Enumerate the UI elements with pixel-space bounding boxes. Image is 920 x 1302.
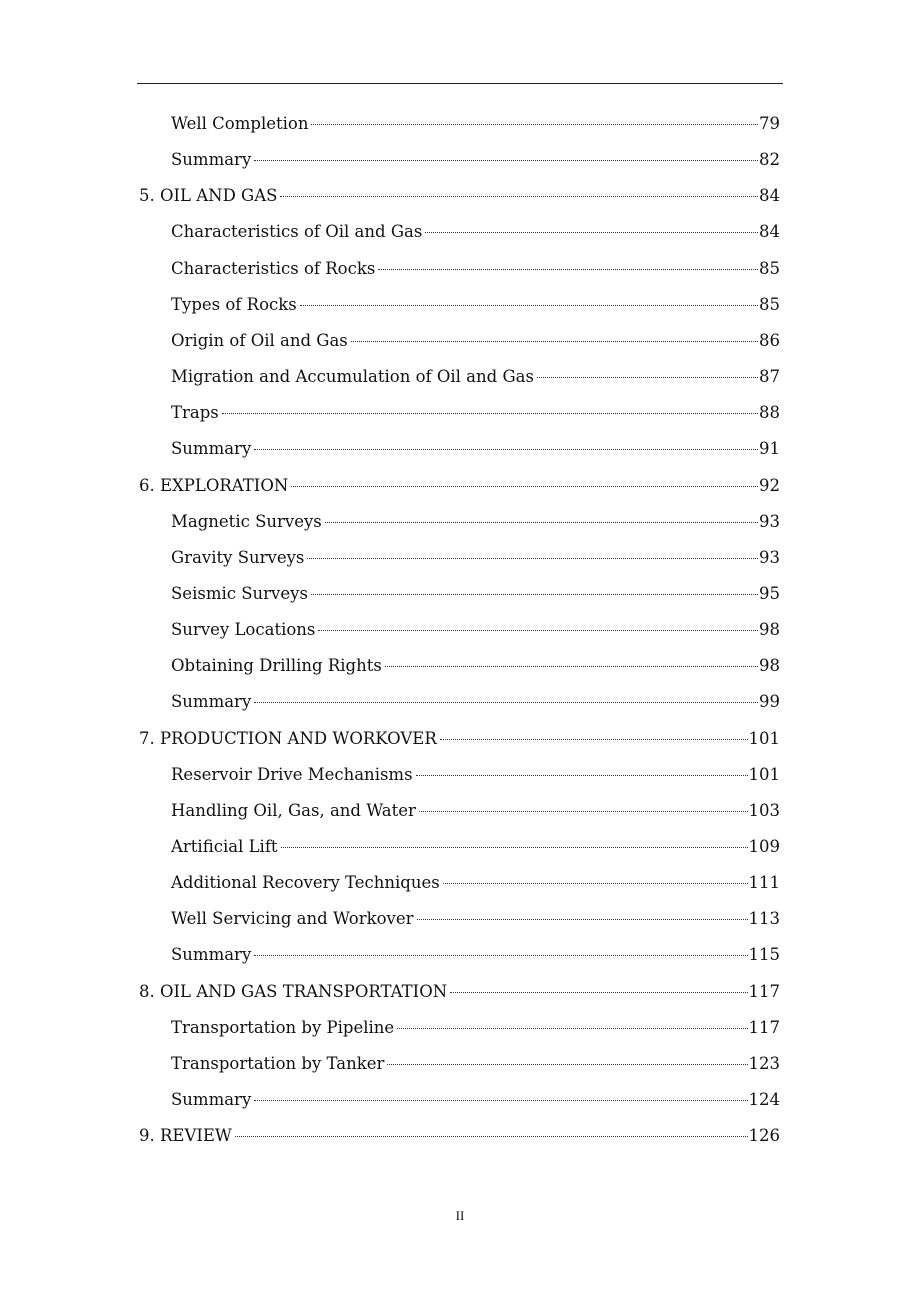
toc-section-entry[interactable]	[171, 654, 780, 678]
toc-entry-title: Transportation by Pipeline	[171, 1017, 395, 1037]
toc-section-entry[interactable]	[171, 112, 780, 136]
toc-section-entry[interactable]	[171, 1088, 780, 1112]
toc-section-entry[interactable]	[171, 907, 780, 931]
toc-section-entry[interactable]	[171, 401, 780, 425]
toc-entry-title: Obtaining Drilling Rights	[171, 656, 382, 676]
dot-leader	[300, 305, 758, 306]
dot-leader	[235, 1136, 748, 1137]
dot-leader	[378, 269, 758, 270]
toc-entry-title: Traps	[171, 403, 219, 423]
dot-leader	[254, 160, 758, 161]
toc-entry-page: 101	[748, 764, 780, 784]
toc-entry-page: 123	[748, 1053, 780, 1073]
toc-entry-title: Summary	[171, 945, 252, 965]
toc-entry-page: 86	[759, 330, 780, 350]
toc-entry-title: Additional Recovery Techniques	[171, 873, 440, 893]
dot-leader	[307, 558, 758, 559]
toc-entry-title: 6. EXPLORATION	[139, 475, 289, 495]
toc-entry-title: 7. PRODUCTION AND WORKOVER	[139, 728, 437, 748]
toc-section-entry[interactable]	[171, 1052, 780, 1076]
dot-leader	[385, 666, 758, 667]
dot-leader	[419, 811, 748, 812]
toc-entry-title: Summary	[171, 150, 252, 170]
dot-leader	[254, 702, 758, 703]
dot-leader	[351, 341, 758, 342]
toc-section-entry[interactable]	[171, 799, 780, 823]
page-number: II	[455, 1208, 465, 1223]
toc-entry-page: 93	[759, 547, 780, 567]
dot-leader	[425, 232, 758, 233]
toc-entry-title: Well Servicing and Workover	[171, 909, 414, 929]
dot-leader	[281, 847, 748, 848]
toc-section-entry[interactable]	[171, 835, 780, 859]
toc-entry-page: 95	[759, 583, 780, 603]
toc-entry-title: 5. OIL AND GAS	[139, 186, 278, 206]
toc-entry-title: Gravity Surveys	[171, 547, 305, 567]
toc-entry-page: 101	[748, 728, 780, 748]
toc-section-entry[interactable]	[171, 148, 780, 172]
toc-section-entry[interactable]	[171, 546, 780, 570]
dot-leader	[440, 739, 748, 740]
toc-entry-page: 115	[748, 945, 780, 965]
toc-entry-title: Magnetic Surveys	[171, 511, 322, 531]
toc-section-entry[interactable]	[171, 257, 780, 281]
toc-entry-page: 109	[748, 837, 780, 856]
toc-section-entry[interactable]	[171, 437, 780, 461]
toc-entry-page: 111	[748, 873, 780, 893]
toc-chapter-entry[interactable]	[139, 727, 780, 751]
dot-leader	[417, 919, 748, 920]
dot-leader	[325, 522, 758, 523]
toc-entry-page: 87	[759, 367, 780, 387]
toc-entry-page: 85	[759, 258, 780, 278]
dot-leader	[280, 196, 758, 197]
toc-entry-page: 93	[759, 511, 780, 531]
dot-leader	[254, 449, 758, 450]
toc-chapter-entry[interactable]	[139, 184, 780, 208]
toc-chapter-entry[interactable]	[139, 980, 780, 1004]
dot-leader	[387, 1064, 747, 1065]
toc-section-entry[interactable]	[171, 582, 780, 606]
toc-entry-title: Artificial Lift	[171, 837, 278, 856]
toc-entry-page: 82	[759, 150, 780, 170]
toc-entry-page: 117	[748, 981, 780, 1001]
toc-section-entry[interactable]	[171, 365, 780, 389]
toc-entry-title: Transportation by Tanker	[171, 1053, 385, 1073]
toc-entry-page: 84	[759, 186, 780, 206]
toc-section-entry[interactable]	[171, 329, 780, 353]
toc-entry-title: Handling Oil, Gas, and Water	[171, 800, 416, 820]
toc-chapter-entry[interactable]	[139, 1124, 780, 1148]
toc-entry-title: Well Completion	[171, 114, 309, 133]
toc-section-entry[interactable]	[171, 763, 780, 787]
toc-entry-page: 117	[748, 1017, 780, 1037]
toc-section-entry[interactable]	[171, 871, 780, 895]
toc-entry-page: 85	[759, 294, 780, 314]
header-rule	[137, 83, 783, 84]
toc-entry-title: 8. OIL AND GAS TRANSPORTATION	[139, 981, 448, 1001]
dot-leader	[416, 775, 748, 776]
dot-leader	[450, 992, 747, 993]
toc-section-entry[interactable]	[171, 943, 780, 967]
toc-entry-title: Types of Rocks	[171, 294, 297, 314]
dot-leader	[254, 1100, 747, 1101]
toc-entry-title: Characteristics of Oil and Gas	[171, 222, 423, 242]
toc-entry-title: Migration and Accumulation of Oil and Gas	[171, 367, 534, 387]
toc-entry-title: Characteristics of Rocks	[171, 258, 376, 278]
toc-section-entry[interactable]	[171, 220, 780, 244]
toc-entry-page: 113	[748, 909, 780, 929]
dot-leader	[254, 955, 747, 956]
toc-entry-title: Survey Locations	[171, 620, 316, 640]
toc-section-entry[interactable]	[171, 510, 780, 534]
toc-entry-page: 91	[759, 439, 780, 459]
toc-entry-title: Origin of Oil and Gas	[171, 330, 348, 350]
dot-leader	[443, 883, 748, 884]
toc-entry-title: Seismic Surveys	[171, 583, 308, 603]
dot-leader	[291, 486, 758, 487]
dot-leader	[318, 630, 758, 631]
toc-entry-title: 9. REVIEW	[139, 1126, 232, 1146]
dot-leader	[537, 377, 758, 378]
toc-entry-page: 79	[759, 114, 780, 133]
toc-entry-page: 103	[748, 800, 780, 820]
toc-entry-title: Reservoir Drive Mechanisms	[171, 764, 413, 784]
toc-entry-title: Summary	[171, 692, 252, 712]
toc-section-entry[interactable]	[171, 690, 780, 714]
dot-leader	[311, 124, 758, 125]
toc-entry-title: Summary	[171, 439, 252, 459]
toc-entry-page: 84	[759, 222, 780, 242]
toc-chapter-entry[interactable]	[139, 474, 780, 498]
toc-entry-page: 98	[759, 620, 780, 640]
toc-entry-page: 88	[759, 403, 780, 423]
dot-leader	[222, 413, 758, 414]
dot-leader	[397, 1028, 747, 1029]
toc-entry-page: 92	[759, 475, 780, 495]
toc-section-entry[interactable]	[171, 1016, 780, 1040]
dot-leader	[311, 594, 758, 595]
toc-entry-title: Summary	[171, 1090, 252, 1110]
toc-section-entry[interactable]	[171, 293, 780, 317]
toc-entry-page: 99	[759, 692, 780, 712]
toc-entry-page: 98	[759, 656, 780, 676]
toc-entry-page: 126	[748, 1126, 780, 1146]
toc-entry-page: 124	[748, 1090, 780, 1110]
toc-section-entry[interactable]	[171, 618, 780, 642]
